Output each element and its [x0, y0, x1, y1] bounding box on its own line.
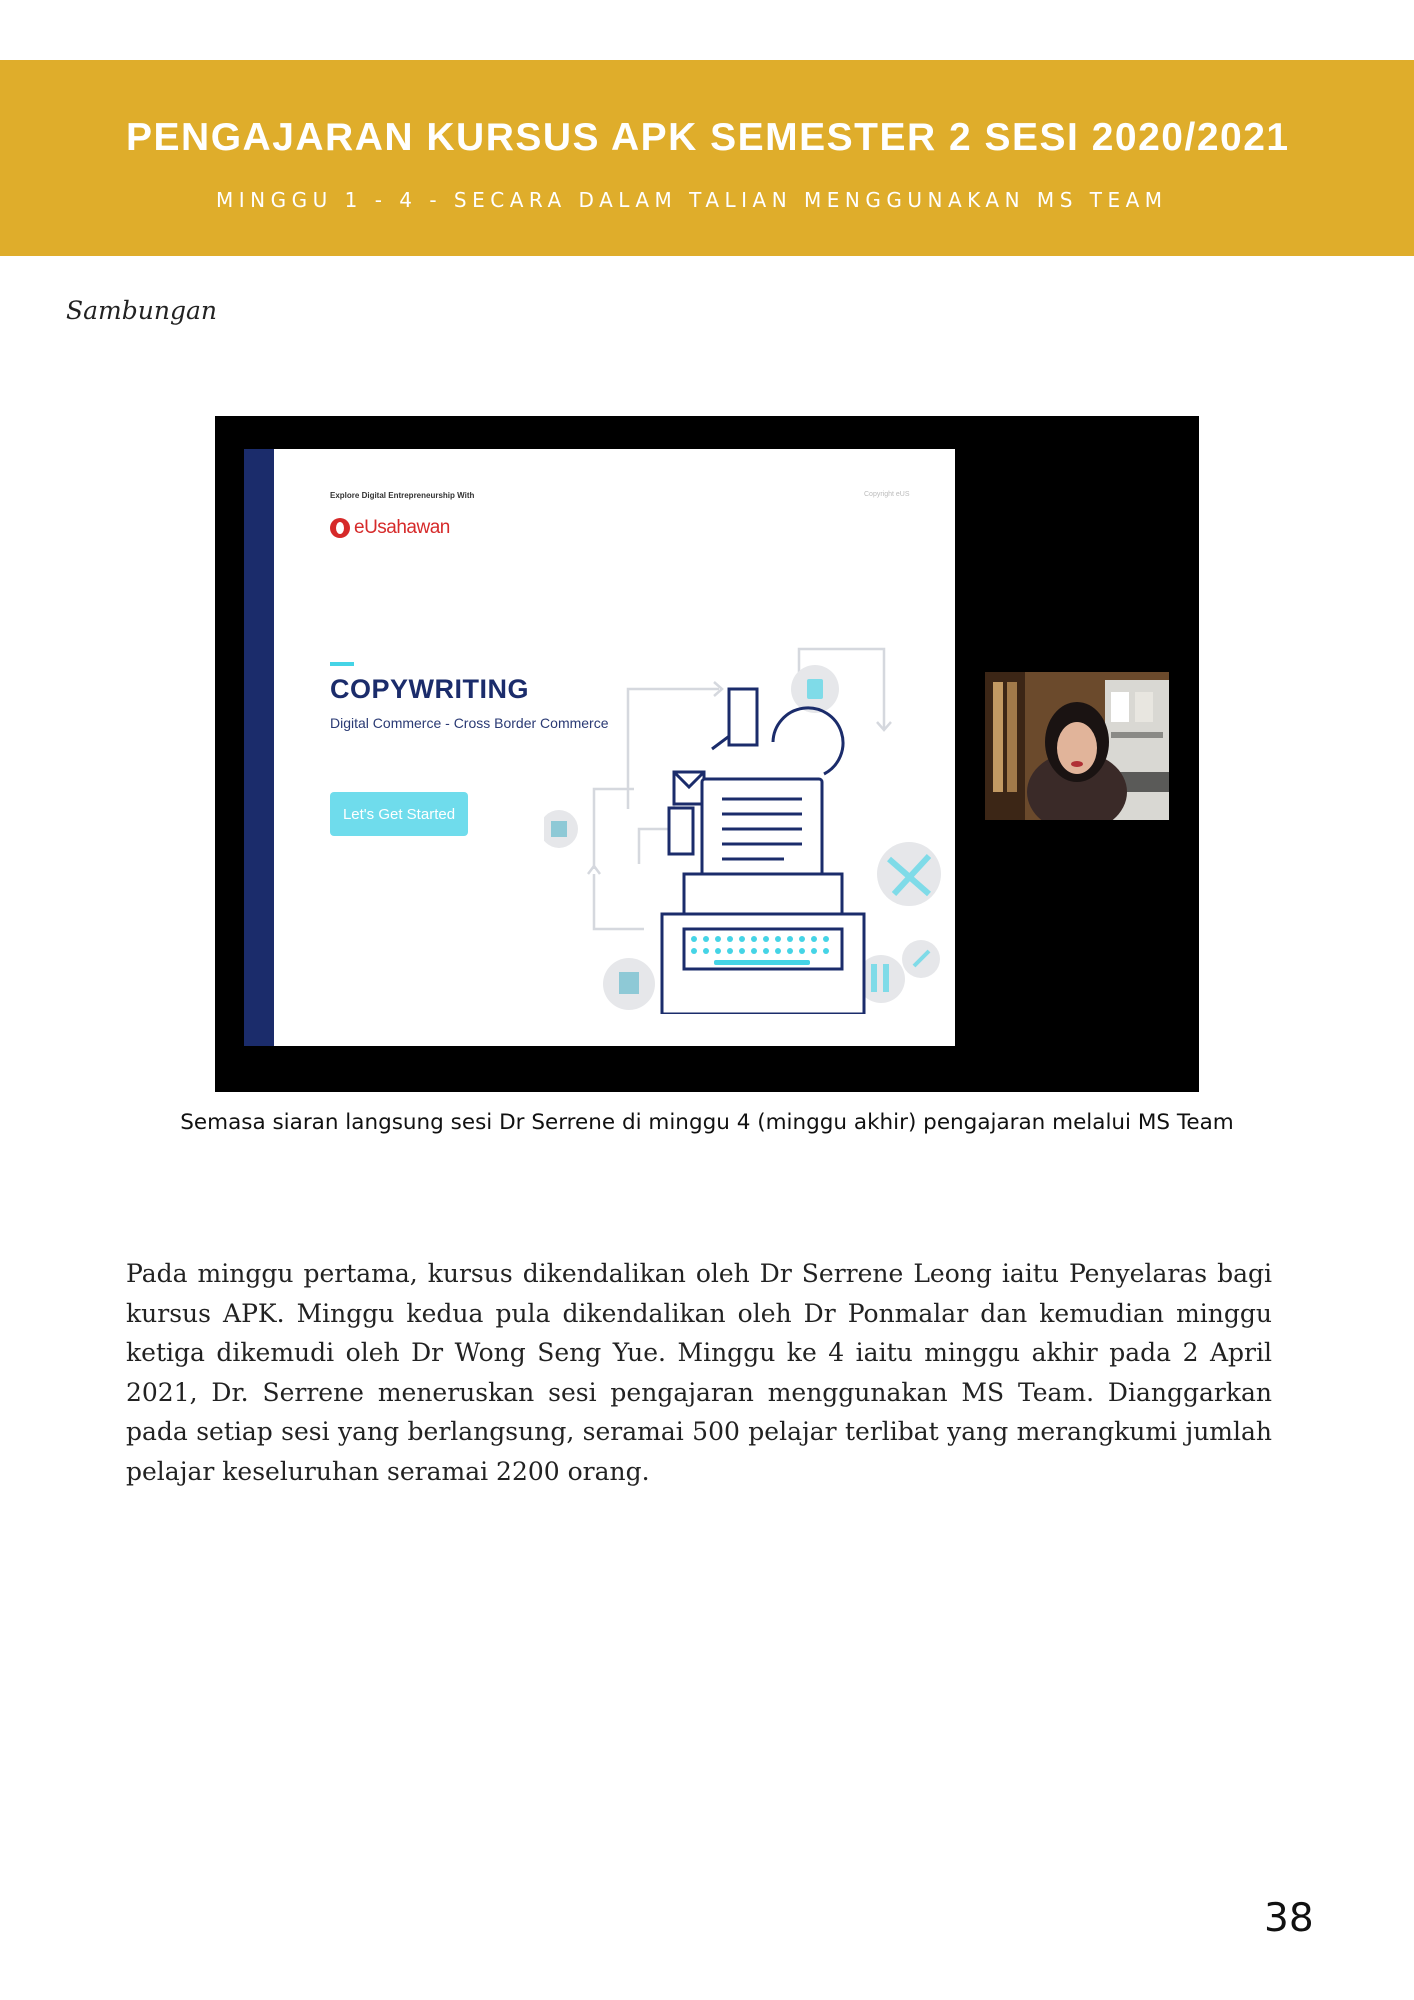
slide-subheading: Digital Commerce - Cross Border Commerce	[330, 715, 609, 731]
presenter-video-frame	[985, 672, 1169, 820]
continuation-label: Sambungan	[66, 296, 217, 325]
lets-get-started-button[interactable]: Let's Get Started	[330, 792, 468, 836]
slide-side-bar	[244, 449, 274, 1046]
eusahawan-logo	[330, 517, 450, 539]
slide-heading: COPYWRITING	[330, 674, 529, 704]
eusahawan-logo-icon	[330, 518, 350, 538]
page-subtitle: MINGGU 1 - 4 - SECARA DALAM TALIAN MENGGUNAKAN MS TEAM	[216, 188, 1168, 212]
slide-copyright: Copyright eUS	[864, 491, 910, 498]
ms-teams-screenshot	[215, 416, 1199, 1092]
body-paragraph: Pada minggu pertama, kursus dikendalikan oleh Dr Serrene Leong iaitu Penyelaras bagi kursus APK. Minggu kedua pula dikendalikan oleh Dr Ponmalar dan kemudian minggu ketiga dikemudi oleh Dr Wong Seng Yue. Minggu ke 4 iaitu minggu akhir pada 2 April 2021, Dr. Serrene meneruskan sesi pengajaran menggunakan MS Team. Dianggarkan pada setiap sesi yang berlangsung, seramai 500 pelajar terlibat yang merangkumi jumlah pelajar keseluruhan seramai 2200 orang.	[126, 1259, 1272, 1486]
image-caption: Semasa siaran langsung sesi Dr Serrene di minggu 4 (minggu akhir) pengajaran melalui MS Team	[180, 1110, 1234, 1135]
typewriter-lines	[662, 689, 864, 1014]
presenter-webcam	[985, 672, 1169, 820]
page-title: PENGAJARAN KURSUS APK SEMESTER 2 SESI 2020/2021	[126, 116, 1290, 159]
typewriter-illustration	[544, 574, 944, 1014]
presentation-slide	[244, 449, 955, 1046]
slide-tagline: Explore Digital Entrepreneurship With	[330, 491, 475, 500]
page-number: 38	[1264, 1896, 1314, 1941]
slide-accent-line	[330, 662, 354, 666]
eusahawan-logo-text: eUsahawan	[354, 517, 450, 538]
